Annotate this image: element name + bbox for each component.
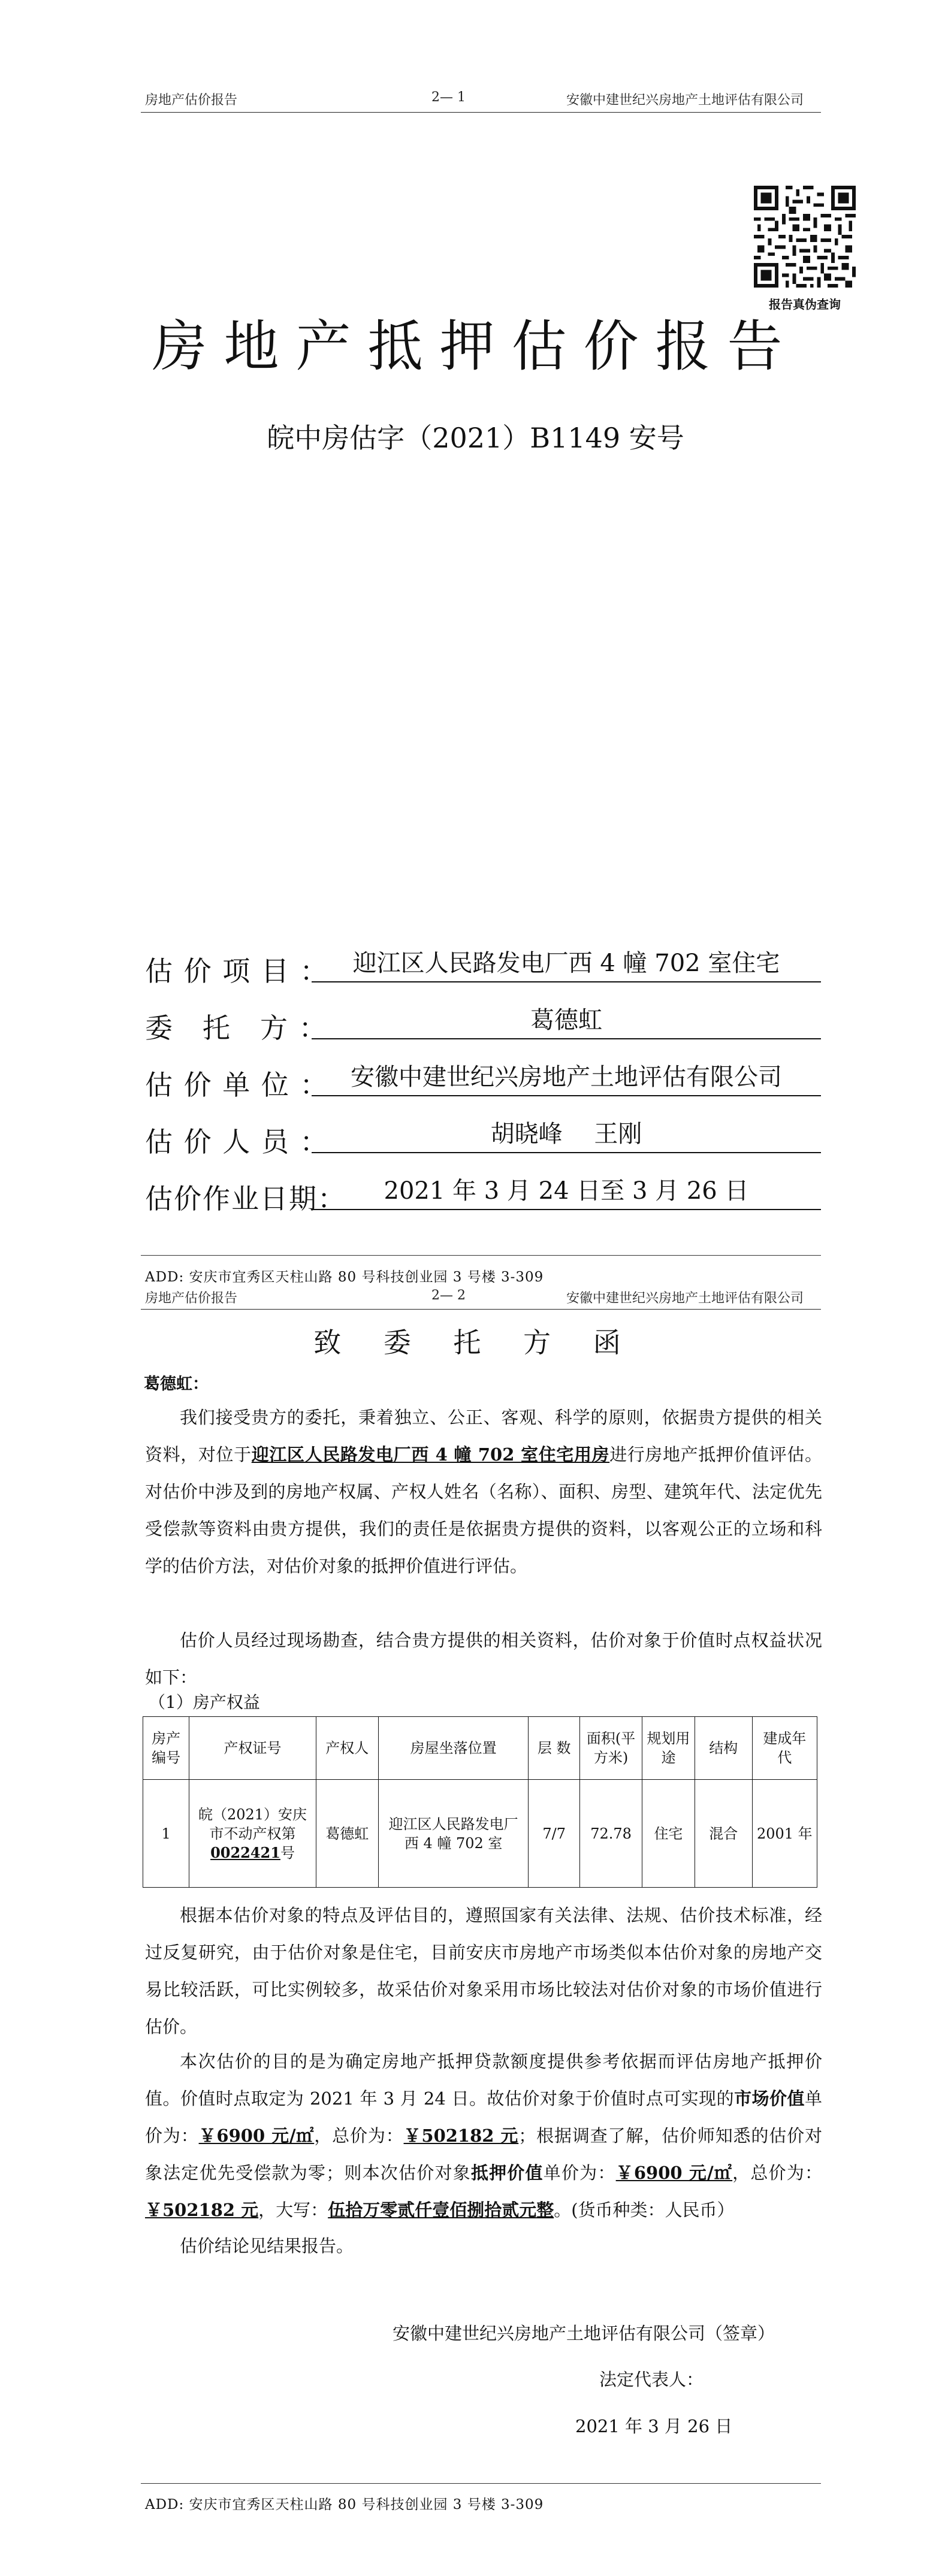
rights-subheading: （1）房产权益 [149, 1692, 260, 1712]
table-header-cell: 结构 [695, 1717, 752, 1780]
paragraph-conclusion: 估价结论见结果报告。 [180, 2236, 354, 2256]
table-header-cell: 层 数 [529, 1717, 580, 1780]
info-value-appraisers: 胡晓峰 王刚 [312, 1117, 821, 1153]
report-title: 房地产抵押估价报告 [152, 315, 799, 379]
info-label-work-date: 估价作业日期： [145, 1183, 346, 1215]
qr-caption: 报告真伪查询 [769, 297, 841, 312]
page2-header-rule [141, 1309, 821, 1310]
paragraph-valuation: 本次估价的目的是为确定房地产抵押贷款额度提供参考依据而评估房地产抵押价值。价值时点取定为 2021 年 3 月 24 日。故估价对象于价值时点可实现的市场价值单价为：￥6900 元/㎡，总价为：￥502182 元；根据调查了解，估价师知悉的估价对象法定优先受偿款为零；则本次估价对象抵押价值单价为：￥6900 元/㎡，总价为：￥502182 元，大写：伍拾万零贰仟壹佰捌拾贰元整。(货币种类：人民币） [145, 2051, 822, 2220]
page2-header-right: 安徽中建世纪兴房地产土地评估有限公司 [566, 1291, 804, 1306]
table-header-cell: 房屋坐落位置 [378, 1717, 529, 1780]
report-document-number: 皖中房估字（2021）B1149 安号 [267, 422, 684, 454]
signature-date: 2021 年 3 月 26 日 [575, 2416, 733, 2436]
letter-salutation: 葛德虹： [144, 1375, 209, 1393]
info-label-appraisers: 估 价 人 员 ： [145, 1126, 329, 1158]
table-cell-no: 1 [143, 1780, 189, 1888]
page2-footer-rule [141, 2483, 821, 2484]
table-cell-area: 72.78 [579, 1780, 642, 1888]
table-cell-location: 迎江区人民路发电厂西 4 幢 702 室 [378, 1780, 529, 1888]
table-cell-use: 住宅 [642, 1780, 695, 1888]
letter-title: 致 委 托 方 函 [313, 1326, 638, 1359]
paragraph-method: 根据本估价对象的特点及评估目的，遵照国家有关法律、法规、估价技术标准，经过反复研究，由于估价对象是住宅，目前安庆市房地产市场类似本估价对象的房地产交易比较活跃，可比实例较多，故采估价对象采用市场比较法对估价对象的市场价值进行估价。 [145, 1905, 822, 2037]
qr-code-icon[interactable] [754, 186, 856, 288]
page2-header-page: 2— 2 [431, 1288, 466, 1303]
table-header-cell: 产权证号 [189, 1717, 316, 1780]
table-cell-cert: 皖（2021）安庆市不动产权第0022421号 [189, 1780, 316, 1888]
table-cell-structure: 混合 [695, 1780, 752, 1888]
info-label-client: 委 托 方 ： [145, 1012, 328, 1044]
table-cell-owner: 葛德虹 [316, 1780, 378, 1888]
property-address-emphasis: 迎江区人民路发电厂西 4 幢 702 室住宅用房 [251, 1444, 610, 1465]
page2-header-left: 房地产估价报告 [145, 1291, 238, 1306]
info-label-appraiser-company: 估 价 单 位 ： [145, 1069, 329, 1101]
table-header-row [143, 1717, 817, 1780]
property-rights-table [143, 1716, 817, 1888]
page1-header-left: 房地产估价报告 [145, 93, 238, 108]
page1-header-rule [141, 112, 821, 113]
table-header-cell: 房产编号 [143, 1717, 189, 1780]
table-header-cell: 面积(平方米) [579, 1717, 642, 1780]
table-header-cell: 产权人 [316, 1717, 378, 1780]
table-cell-year: 2001 年 [752, 1780, 817, 1888]
signature-legal-rep: 法定代表人： [599, 2369, 704, 2390]
page2-footer-address: ADD: 安庆市宜秀区天柱山路 80 号科技创业园 3 号楼 3-309 [145, 2497, 544, 2512]
signature-company: 安徽中建世纪兴房地产土地评估有限公司（签章） [393, 2323, 775, 2344]
info-value-client: 葛德虹 [312, 1003, 821, 1039]
paragraph-site-survey: 估价人员经过现场勘查，结合贵方提供的相关资料，估价对象于价值时点权益状况如下： [145, 1630, 822, 1688]
table-cell-floors: 7/7 [529, 1780, 580, 1888]
page1-footer-address: ADD: 安庆市宜秀区天柱山路 80 号科技创业园 3 号楼 3-309 [145, 1269, 544, 1285]
page1-header-right: 安徽中建世纪兴房地产土地评估有限公司 [566, 93, 804, 108]
info-value-work-date: 2021 年 3 月 24 日至 3 月 26 日 [312, 1174, 821, 1210]
info-value-project: 迎江区人民路发电厂西 4 幢 702 室住宅 [312, 947, 821, 982]
page1-header-page: 2— 1 [431, 90, 466, 105]
info-label-project: 估 价 项 目 ： [145, 955, 329, 987]
info-value-appraiser-company: 安徽中建世纪兴房地产土地评估有限公司 [312, 1060, 821, 1096]
table-row [143, 1780, 817, 1888]
table-header-cell: 建成年代 [752, 1717, 817, 1780]
page1-footer-rule [141, 1255, 821, 1256]
table-header-cell: 规划用途 [642, 1717, 695, 1780]
paragraph-commission: 我们接受贵方的委托，秉着独立、公正、客观、科学的原则，依据贵方提供的相关资料，对位于迎江区人民路发电厂西 4 幢 702 室住宅用房进行房地产抵押价值评估。对估价中涉及到的房地产权属、产权人姓名（名称）、面积、房型、建筑年代、法定优先受偿款等资料由贵方提供，我们的责任是依据贵方提供的资料，以客观公正的立场和科学的估价方法，对估价对象的抵押价值进行评估。 [145, 1407, 822, 1576]
